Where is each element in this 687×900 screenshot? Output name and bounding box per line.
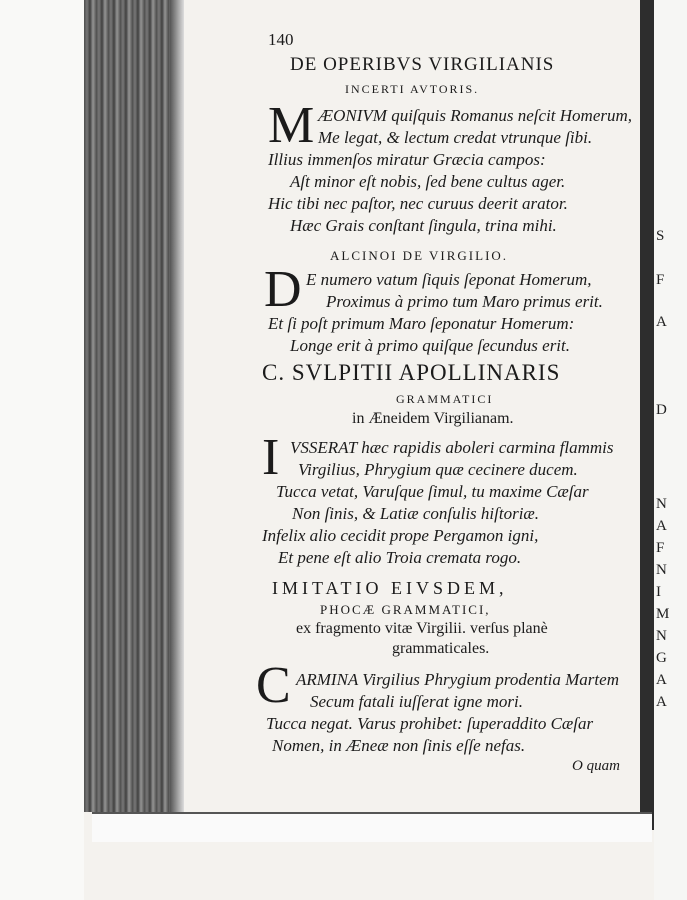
verse-line: Tucca negat. Varus prohibet: ſuperaddito Cæſar [266, 714, 594, 733]
section-subtitle: ex fragmento vitæ Virgilii. verſus planè [296, 620, 548, 637]
facing-letter: I [656, 584, 661, 600]
facing-letter: N [656, 628, 667, 644]
book-spine [84, 0, 180, 812]
verse-line: Non ſinis, & Latiæ conſulis hiſtoriæ. [292, 504, 540, 523]
left-margin [0, 0, 84, 900]
right-gutter [640, 0, 654, 830]
verse-line: Nomen, in Æneæ non ſinis eſſe nefas. [272, 736, 526, 755]
verse-line: Et ſi poſt primum Maro ſeponatur Homerum: [268, 314, 575, 333]
section-subtitle: GRAMMATICI [396, 392, 494, 406]
verse-line: VSSERAT hæc rapidis aboleri carmina flammis [290, 438, 614, 457]
facing-letter: M [656, 606, 670, 622]
verse-line: Secum fatali iuſſerat igne mori. [310, 692, 523, 711]
section-title: ALCINOI DE VIRGILIO. [330, 248, 509, 263]
verse-line: Tucca vetat, Varuſque ſimul, tu maxime Cæſar [276, 482, 589, 501]
section-title: IMITATIO EIVSDEM, [272, 578, 508, 598]
verse-line: ÆONIVM quiſquis Romanus neſcit Homerum, [318, 106, 633, 125]
facing-letter: A [656, 314, 667, 330]
page-number: 140 [268, 30, 294, 49]
page-bottom-edge [92, 812, 652, 842]
catchword: O quam [572, 758, 620, 774]
facing-letter: A [656, 518, 667, 534]
section-subtitle: INCERTI AVTORIS. [345, 82, 480, 96]
verse-line: Illius immenſos miratur Græcia campos: [268, 150, 546, 169]
section-title: DE OPERIBVS VIRGILIANIS [290, 54, 555, 75]
spine-edge [170, 0, 184, 812]
facing-letter: A [656, 672, 667, 688]
facing-letter: N [656, 562, 667, 578]
verse-line: Et pene eſt alio Troia cremata rogo. [278, 548, 522, 567]
section-subtitle: grammaticales. [392, 640, 490, 657]
verse-line: ARMINA Virgilius Phrygium prodentia Martem [296, 670, 619, 689]
verse-line: Infelix alio cecidit prope Pergamon igni, [262, 526, 539, 545]
facing-page-edge [654, 0, 687, 900]
verse-line: Hic tibi nec paſtor, nec curuus deerit arator. [268, 194, 568, 213]
section-subtitle: in Æneidem Virgilianam. [352, 410, 514, 427]
verse-line: Longe erit à primo quiſque ſecundus erit. [290, 336, 571, 355]
verse-line: Virgilius, Phrygium quæ cecinere ducem. [298, 460, 578, 479]
facing-letter: F [656, 272, 665, 288]
drop-cap: I [262, 429, 280, 486]
drop-cap: M [268, 97, 315, 154]
facing-letter: S [656, 228, 665, 244]
facing-letter: D [656, 402, 667, 418]
section-title: C. SVLPITII APOLLINARIS [262, 360, 561, 385]
drop-cap: D [264, 261, 302, 318]
facing-letter: N [656, 496, 667, 512]
verse-line: Proximus à primo tum Maro primus erit. [326, 292, 603, 311]
drop-cap: C [256, 657, 291, 714]
verse-line: Aſt minor eſt nobis, ſed bene cultus ager. [290, 172, 566, 191]
verse-line: E numero vatum ſiquis ſeponat Homerum, [306, 270, 592, 289]
facing-letter: A [656, 694, 667, 710]
verse-line: Hæc Grais conſtant ſingula, trina mihi. [290, 216, 557, 235]
facing-letter: F [656, 540, 665, 556]
verse-line: Me legat, & lectum credat vtrunque ſibi. [318, 128, 593, 147]
facing-letter: G [656, 650, 667, 666]
section-subtitle: PHOCÆ GRAMMATICI, [320, 602, 491, 617]
